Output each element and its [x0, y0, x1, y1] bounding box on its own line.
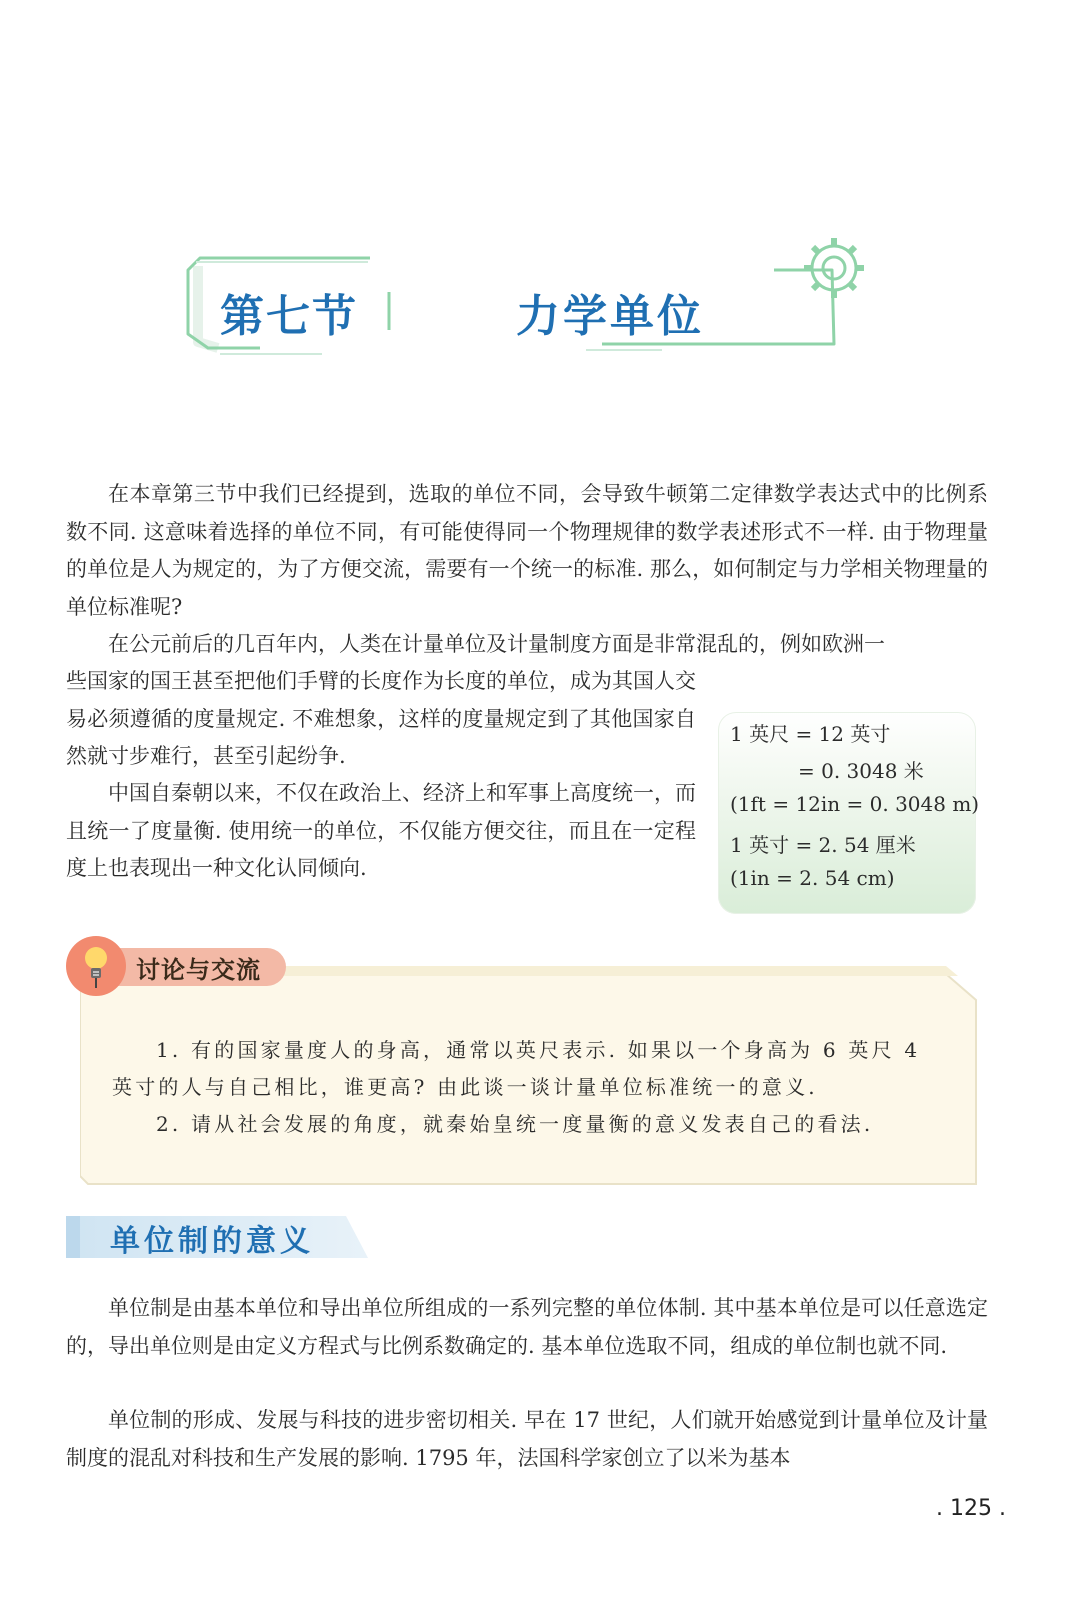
subsection-title: 单位制的意义	[110, 1224, 314, 1259]
note-line-1: 1 英尺 = 12 英寸	[730, 722, 891, 746]
discussion-question-2: 2. 请从社会发展的角度，就秦始皇统一度量衡的意义发表自己的看法.	[156, 1112, 874, 1136]
lightbulb-icon	[66, 936, 126, 996]
note-line-3: (1ft = 12in = 0. 3048 m)	[730, 792, 980, 816]
note-line-2: = 0. 3048 米	[798, 759, 924, 783]
intro-paragraph-2-rest: 些国家的国王甚至把他们手臂的长度作为长度的单位，成为其国人交易必须遵循的度量规定. 不难想象，这样的度量规定到了其他国家自然就寸步难行，甚至引起纷争.	[66, 669, 696, 768]
note-line-5: (1in = 2. 54 cm)	[730, 866, 895, 890]
discussion-questions	[112, 1032, 952, 1143]
section-title: 力学单位	[516, 291, 704, 342]
section-title-frame	[182, 236, 882, 366]
subsection-paragraph-1: 单位制是由基本单位和导出单位所组成的一系列完整的单位体制. 其中基本单位是可以任意选定的，导出单位则是由定义方程式与比例系数确定的. 基本单位选取不同，组成的单位制也就不同.	[66, 1296, 988, 1358]
subsection-paragraph-2: 单位制的形成、发展与科技的进步密切相关. 早在 17 世纪，人们就开始感觉到计量单位及计量制度的混乱对科技和生产发展的影响. 1795 年，法国科学家创立了以米为基本	[66, 1408, 988, 1470]
subsection-heading	[66, 1212, 370, 1262]
intro-paragraph-1: 在本章第三节中我们已经提到，选取的单位不同，会导致牛顿第二定律数学表达式中的比例系数不同. 这意味着选择的单位不同，有可能使得同一个物理规律的数学表述形式不一样. 由于物理量的单位是人为规定的，为了方便交流，需要有一个统一的标准. 那么，如何制定与力学相关物理量的单位标准呢?	[66, 482, 988, 619]
gear-icon	[804, 238, 864, 298]
section-number: 第七节	[220, 291, 358, 342]
page-number: . 125 .	[936, 1496, 1006, 1521]
discussion-question-1: 1. 有的国家量度人的身高，通常以英尺表示. 如果以一个身高为 6 英尺 4 英寸的人与自己相比，谁更高? 由此谈一谈计量单位标准统一的意义.	[112, 1038, 921, 1099]
unit-conversion-note	[718, 712, 980, 914]
discussion-tag	[66, 936, 286, 996]
intro-paragraph-3: 中国自秦朝以来，不仅在政治上、经济上和军事上高度统一，而且统一了度量衡. 使用统一的单位，不仅能方便交往，而且在一定程度上也表现出一种文化认同倾向.	[66, 781, 696, 880]
note-line-4: 1 英寸 = 2. 54 厘米	[730, 833, 916, 857]
discussion-label: 讨论与交流	[136, 956, 261, 984]
intro-paragraph-2-first-line: 在公元前后的几百年内，人类在计量单位及计量制度方面是非常混乱的，例如欧洲一	[108, 632, 885, 656]
